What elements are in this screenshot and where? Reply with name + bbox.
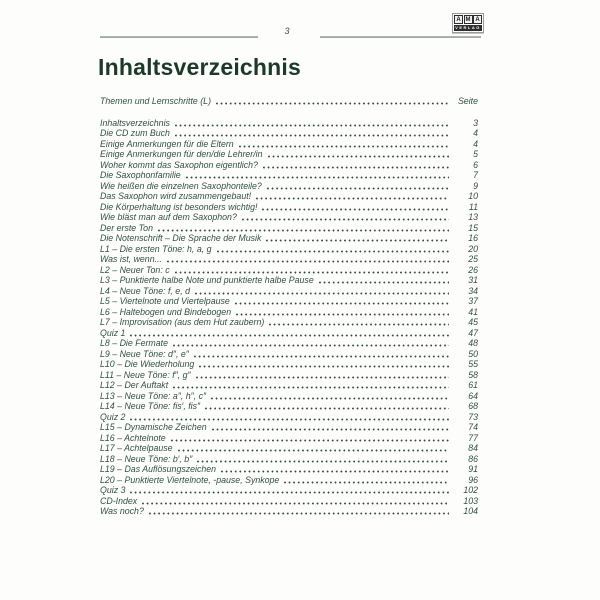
toc-entry-label: L18 – Neue Töne: b′, b″ xyxy=(100,453,193,464)
dot-leader xyxy=(262,208,449,211)
dot-leader xyxy=(175,271,449,274)
dot-leader xyxy=(256,197,449,200)
toc-entry-page: 86 xyxy=(468,453,478,464)
dot-leader xyxy=(195,292,449,295)
toc-entry-label: L15 – Dynamische Zeichen xyxy=(100,422,207,432)
toc-entry-label: Der erste Ton xyxy=(100,222,153,233)
page-number: 3 xyxy=(284,26,290,36)
toc-entry-label: Wie bläst man auf dem Saxophon? xyxy=(100,212,237,222)
toc-entry-page: 102 xyxy=(463,485,478,495)
toc-entry-page: 16 xyxy=(468,233,478,243)
toc-entry xyxy=(100,286,478,297)
logo-letter: A xyxy=(454,15,463,24)
toc-entry-label: Quiz 1 xyxy=(100,327,126,338)
toc-entry xyxy=(100,317,478,328)
toc-entry-label: Was ist, wenn... xyxy=(100,254,162,264)
toc-entry-page: 68 xyxy=(468,401,478,411)
dot-leader xyxy=(263,166,449,169)
toc-entry-page: 91 xyxy=(468,464,478,474)
toc-entry-page: 45 xyxy=(468,317,478,327)
dot-leader xyxy=(196,376,449,379)
toc-entry-page: 34 xyxy=(468,285,478,296)
toc-entry-label: Einige Anmerkungen für den/die Lehrer/in xyxy=(100,149,263,159)
toc-entry xyxy=(100,128,478,139)
toc-header-label: Themen und Lernschritte (L) xyxy=(100,96,211,106)
toc-entry xyxy=(100,265,478,276)
toc-entry xyxy=(100,233,478,244)
toc-entry-page: 61 xyxy=(468,380,478,390)
toc-entry xyxy=(100,475,478,486)
toc-entry-label: L6 – Haltebogen und Bindebogen xyxy=(100,306,232,317)
toc-entry-label: L3 – Punktierte halbe Note und punktierte halbe Pause xyxy=(100,275,314,285)
toc-entry xyxy=(100,296,478,307)
dot-leader xyxy=(171,439,449,442)
toc-entry xyxy=(100,212,478,223)
toc-entry-label: Die CD zum Buch xyxy=(100,128,170,138)
toc-entry-page: 26 xyxy=(468,264,478,275)
toc-entry xyxy=(100,275,478,286)
dot-leader xyxy=(268,155,449,158)
toc-entry-page: 96 xyxy=(468,474,478,485)
toc-entry xyxy=(100,391,478,402)
toc-entry xyxy=(100,496,478,507)
toc-entry xyxy=(100,506,478,517)
toc-entry xyxy=(100,338,478,349)
toc-entry-page: 6 xyxy=(473,159,478,170)
toc-entry xyxy=(100,223,478,234)
toc-column-header xyxy=(100,96,478,107)
dot-leader xyxy=(319,281,449,284)
toc-entry xyxy=(100,307,478,318)
toc-entry-page: 7 xyxy=(473,170,478,180)
toc-entry xyxy=(100,359,478,370)
toc-entry xyxy=(100,401,478,412)
dot-leader xyxy=(216,102,449,105)
dot-leader xyxy=(235,302,449,305)
toc-entry-page: 25 xyxy=(468,254,478,264)
toc-entry-page: 15 xyxy=(468,222,478,233)
toc-entry xyxy=(100,139,478,150)
toc-entry xyxy=(100,149,478,160)
toc-entry-page: 5 xyxy=(473,149,478,159)
page-title: Inhaltsverzeichnis xyxy=(98,54,302,80)
toc-entry-label: Die Saxophonfamilie xyxy=(100,170,181,180)
toc-entry xyxy=(100,160,478,171)
toc-entry-page: 64 xyxy=(468,390,478,401)
dot-leader xyxy=(130,418,449,421)
dot-leader xyxy=(158,229,449,232)
toc-entry-page: 31 xyxy=(468,275,478,285)
toc-entry-label: Quiz 2 xyxy=(100,411,126,422)
toc-entry-label: Woher kommt das Saxophon eigentlich? xyxy=(100,159,258,170)
toc-entry-page: 84 xyxy=(468,443,478,453)
logo-letter: A xyxy=(473,15,482,24)
toc-entry-page: 4 xyxy=(473,138,478,149)
logo-letter: M xyxy=(465,16,471,23)
toc-entry-label: L10 – Die Wiederholung xyxy=(100,359,195,369)
toc-entry xyxy=(100,380,478,391)
dot-leader xyxy=(199,365,449,368)
table-of-contents xyxy=(100,96,478,517)
toc-entry-label: L4 – Neue Töne: f, e, d xyxy=(100,285,190,296)
dot-leader xyxy=(175,134,449,137)
dot-leader xyxy=(130,491,449,494)
dot-leader xyxy=(266,239,449,242)
dot-leader xyxy=(284,481,449,484)
toc-entry-label: CD-Index xyxy=(100,495,138,506)
toc-entry-label: L12 – Der Auftakt xyxy=(100,380,169,390)
toc-entry-page: 73 xyxy=(468,411,478,422)
header-rule-right xyxy=(320,36,481,38)
toc-entry xyxy=(100,433,478,444)
toc-entry-label: Die Körperhaltung ist besonders wichtig! xyxy=(100,201,258,212)
toc-entry xyxy=(100,464,478,475)
toc-entry-page: 58 xyxy=(468,369,478,380)
toc-entry xyxy=(100,254,478,265)
toc-entry-page: 74 xyxy=(468,422,478,432)
toc-entry-label: L7 – Improvisation (aus dem Hut zaubern) xyxy=(100,317,265,327)
dot-leader xyxy=(142,502,449,505)
dot-leader xyxy=(239,145,449,148)
dot-leader xyxy=(217,250,450,253)
dot-leader xyxy=(173,344,449,347)
toc-entry-label: Einige Anmerkungen für die Eltern xyxy=(100,138,234,149)
toc-entry-page: 9 xyxy=(473,180,478,191)
toc-entry-page: 20 xyxy=(468,243,478,254)
toc-entry-label: L19 – Das Auflösungszeichen xyxy=(100,464,217,474)
toc-entry xyxy=(100,412,478,423)
toc-entry-label: L11 – Neue Töne: f″, g″ xyxy=(100,369,191,380)
toc-entry-page: 47 xyxy=(468,327,478,338)
toc-entry xyxy=(100,370,478,381)
toc-list xyxy=(100,118,478,517)
logo-letter-row xyxy=(453,14,483,24)
logo-subtitle: VERLAG xyxy=(455,25,481,30)
toc-entry-page: 50 xyxy=(468,348,478,359)
dot-leader xyxy=(173,386,449,389)
toc-entry-label: L14 – Neue Töne: fis′, fis″ xyxy=(100,401,201,411)
toc-entry-label: Quiz 3 xyxy=(100,485,126,495)
toc-entry-label: L16 – Achtelnote xyxy=(100,432,166,443)
toc-entry-page: 77 xyxy=(468,432,478,443)
toc-entry-label: L13 – Neue Töne: a″, h″, c″ xyxy=(100,390,207,401)
ama-verlag-logo xyxy=(452,13,484,33)
toc-entry xyxy=(100,170,478,181)
toc-entry-page: 41 xyxy=(468,306,478,317)
toc-entry-page: 3 xyxy=(473,117,478,128)
toc-entry xyxy=(100,118,478,129)
toc-entry-page: 103 xyxy=(463,495,478,506)
dot-leader xyxy=(267,187,449,190)
toc-entry-page: 104 xyxy=(463,506,478,516)
dot-leader xyxy=(236,313,449,316)
dot-leader xyxy=(211,397,449,400)
toc-entry-label: L17 – Achtelpause xyxy=(100,443,173,453)
toc-entry-label: L1 – Die ersten Töne: h, a, g xyxy=(100,243,212,254)
toc-entry xyxy=(100,454,478,465)
toc-entry-label: Inhaltsverzeichnis xyxy=(100,117,170,128)
toc-entry-label: L5 – Viertelnote und Viertelpause xyxy=(100,296,230,306)
toc-entry-label: Was noch? xyxy=(100,506,144,516)
toc-entry-page: 13 xyxy=(468,212,478,222)
toc-entry xyxy=(100,202,478,213)
toc-entry-label: L9 – Neue Töne: d″, e″ xyxy=(100,348,189,359)
dot-leader xyxy=(130,334,449,337)
toc-entry xyxy=(100,191,478,202)
toc-entry-page: 10 xyxy=(468,191,478,201)
toc-entry-page: 11 xyxy=(468,201,478,212)
toc-entry-page: 37 xyxy=(468,296,478,306)
toc-entry-label: L8 – Die Fermate xyxy=(100,338,168,348)
dot-leader xyxy=(212,428,449,431)
toc-entry-label: L2 – Neuer Ton: c xyxy=(100,264,170,275)
dot-leader xyxy=(167,260,449,263)
dot-leader xyxy=(197,460,449,463)
toc-entry-page: 55 xyxy=(468,359,478,369)
toc-entry xyxy=(100,181,478,192)
dot-leader xyxy=(221,470,449,473)
toc-entry-label: Das Saxophon wird zusammengebaut! xyxy=(100,191,252,201)
dot-leader xyxy=(205,407,449,410)
header-rule-left xyxy=(100,36,258,38)
dot-leader xyxy=(194,355,449,358)
dot-leader xyxy=(149,512,449,515)
toc-entry xyxy=(100,244,478,255)
dot-leader xyxy=(178,449,449,452)
toc-entry-label: Die Notenschrift – Die Sprache der Musik xyxy=(100,233,262,243)
dot-leader xyxy=(186,176,449,179)
toc-entry xyxy=(100,422,478,433)
toc-entry xyxy=(100,328,478,339)
dot-leader xyxy=(175,124,449,127)
dot-leader xyxy=(242,218,449,221)
toc-entry-label: Wie heißen die einzelnen Saxophonteile? xyxy=(100,180,262,191)
toc-entry xyxy=(100,349,478,360)
toc-header-page-col: Seite xyxy=(457,96,478,106)
toc-entry-page: 4 xyxy=(473,128,478,138)
dot-leader xyxy=(269,323,449,326)
toc-entry xyxy=(100,443,478,454)
toc-entry-label: L20 – Punktierte Viertelnote, -pause, Synkope xyxy=(100,474,280,485)
toc-entry xyxy=(100,485,478,496)
toc-entry-page: 48 xyxy=(468,338,478,348)
